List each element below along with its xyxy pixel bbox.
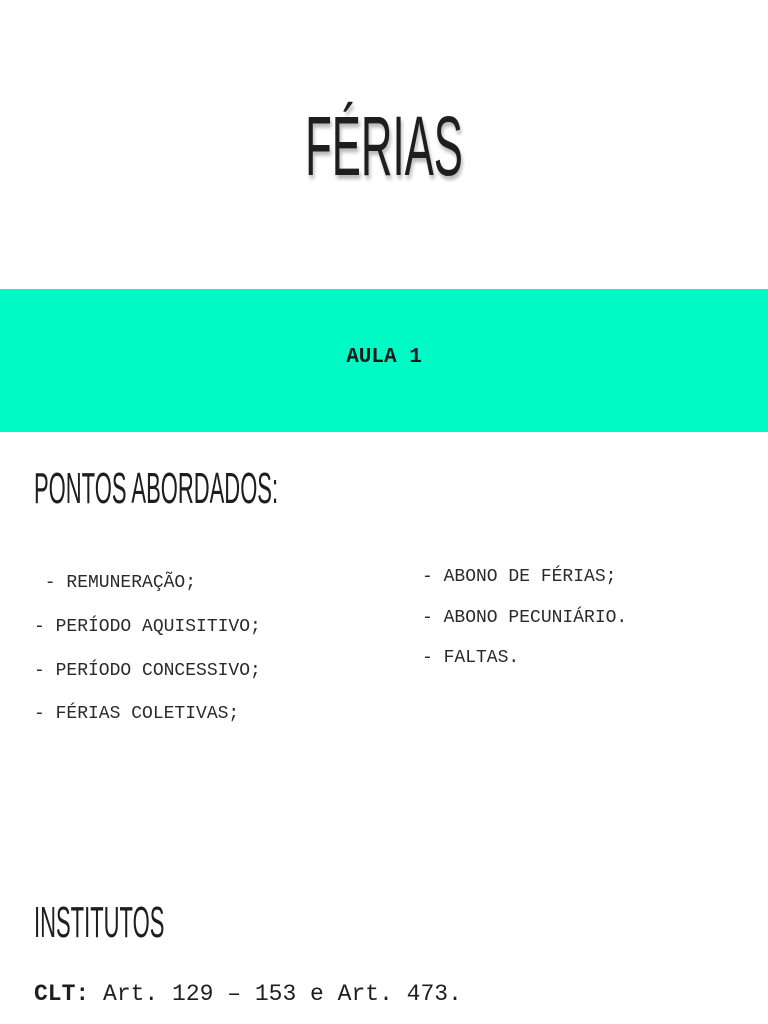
- clt-articles: Art. 129 – 153 e Art. 473.: [89, 981, 462, 1007]
- topic-item: - PERÍODO AQUISITIVO;: [34, 617, 261, 637]
- clt-reference: [34, 980, 462, 1008]
- topic-item: - FÉRIAS COLETIVAS;: [34, 704, 240, 724]
- topic-item: - ABONO DE FÉRIAS;: [422, 567, 617, 587]
- topics-heading: PONTOS ABORDADOS:: [34, 464, 279, 513]
- page-title: FÉRIAS: [305, 99, 463, 193]
- institutes-heading: INSTITUTOS: [34, 898, 165, 947]
- topic-item: - REMUNERAÇÃO;: [34, 573, 197, 593]
- lesson-label: AULA 1: [346, 346, 422, 369]
- clt-label: CLT:: [34, 981, 90, 1007]
- topic-item: - FALTAS.: [422, 648, 520, 668]
- topic-item: - ABONO PECUNIÁRIO.: [422, 608, 628, 628]
- topic-item: - PERÍODO CONCESSIVO;: [34, 661, 261, 681]
